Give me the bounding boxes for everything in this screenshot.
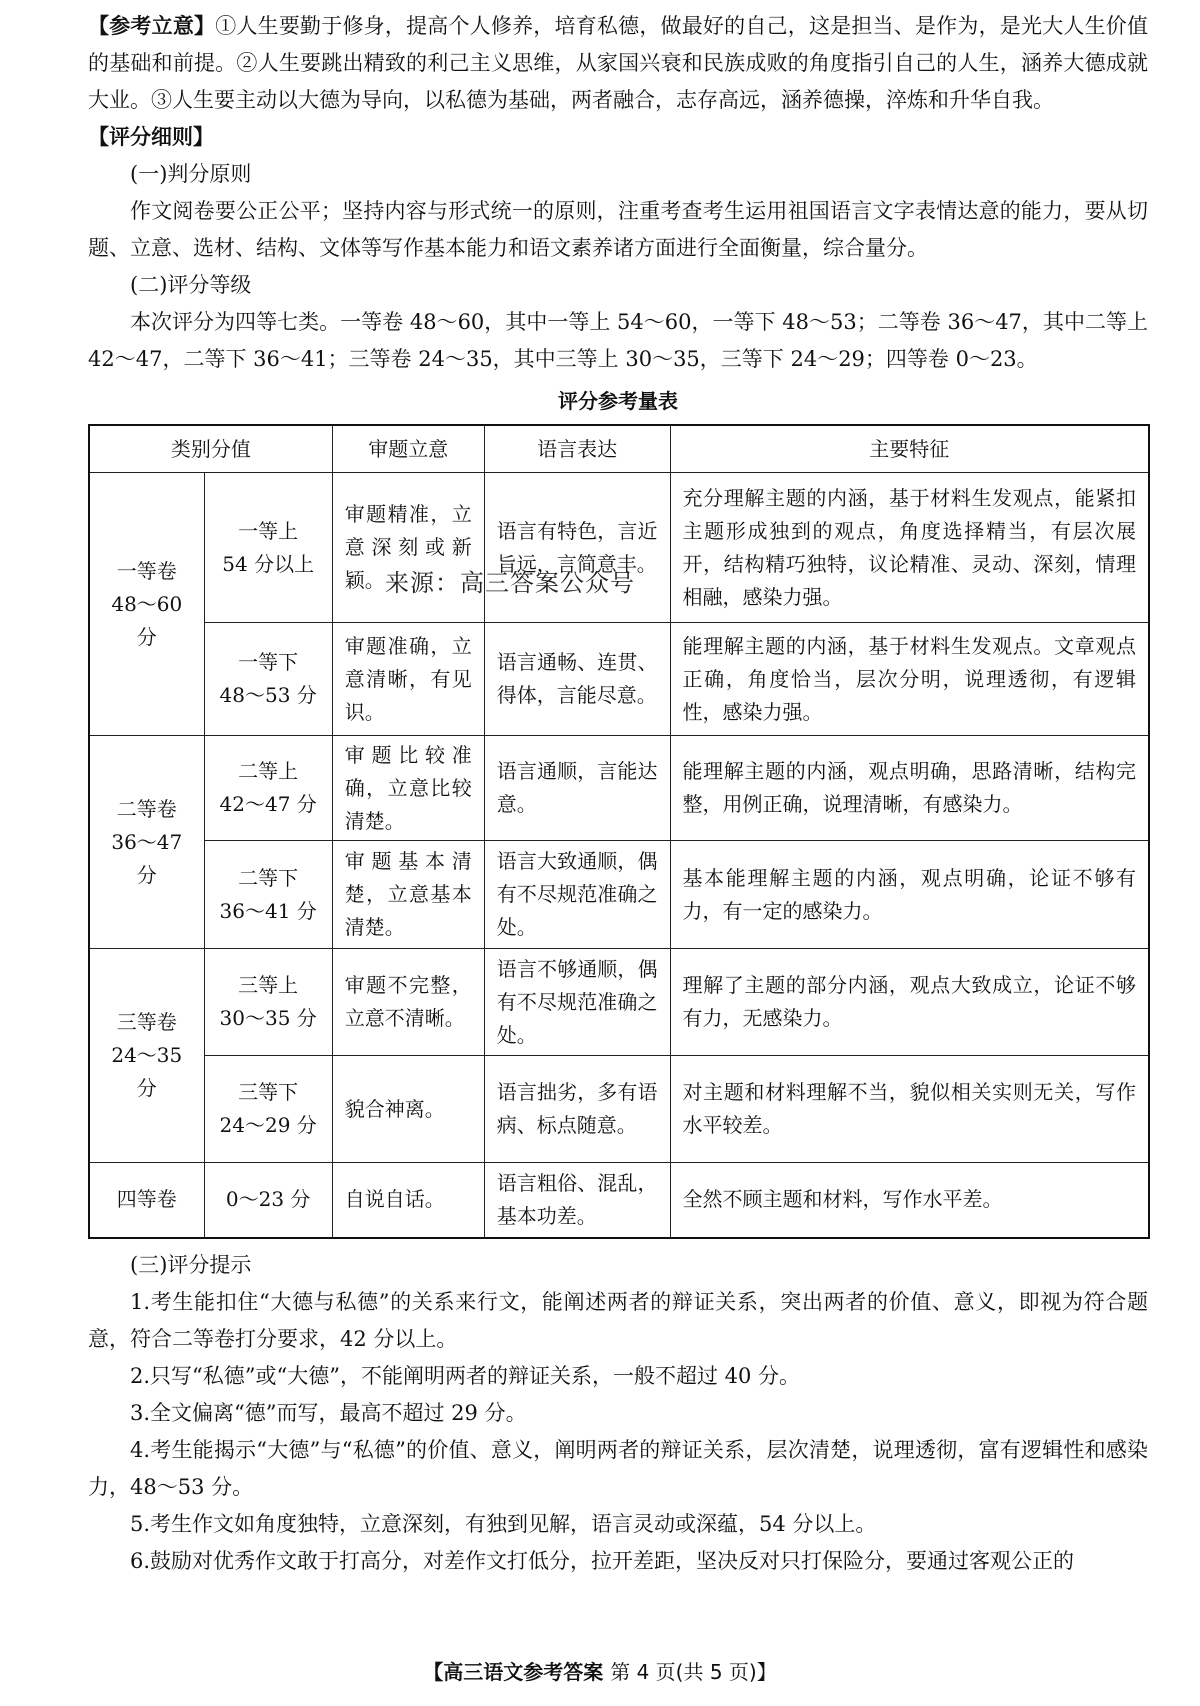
topic-cell: 审题不完整，立意不清晰。 bbox=[332, 949, 484, 1056]
topic-cell: 审题准确，立意清晰，有见识。 bbox=[332, 623, 484, 736]
language-cell: 语言不够通顺，偶有不尽规范准确之处。 bbox=[484, 949, 670, 1056]
topic-cell: 貌合神离。 bbox=[332, 1056, 484, 1163]
topic-cell: 审题精准，立意深刻或新颖。 bbox=[332, 473, 484, 623]
watermark-text: 来源：高三答案公众号 bbox=[385, 569, 635, 597]
features-cell: 充分理解主题的内涵，基于材料生发观点，能紧扣主题形成独到的观点，角度选择精当，有层次展开，结构精巧独特，议论精准、灵动、深刻，情理相融，感染力强。 bbox=[670, 473, 1149, 623]
tips-heading: (三)评分提示 bbox=[130, 1252, 252, 1277]
tip-item: 1.考生能扣住“大德与私德”的关系来行文，能阐述两者的辩证关系，突出两者的价值、意义，即视为符合题意，符合二等卷打分要求，42 分以上。 bbox=[88, 1289, 1148, 1351]
language-cell: 语言通畅、连贯、得体，言能尽意。 bbox=[484, 623, 670, 736]
topic-cell: 自说自话。 bbox=[332, 1163, 484, 1238]
footer-page-number: 第 4 页(共 5 页)】 bbox=[610, 1660, 777, 1684]
levels-heading: (二)评分等级 bbox=[130, 273, 252, 297]
sub-level: 一等上 54 分以上 bbox=[204, 473, 332, 623]
table-row bbox=[89, 736, 1149, 841]
tip-item: 5.考生作文如角度独特，立意深刻，有独到见解，语言灵动或深蕴，54 分以上。 bbox=[130, 1511, 877, 1536]
language-cell: 语言有特色，言近旨远，言简意丰。 bbox=[484, 473, 670, 623]
document-page bbox=[88, 8, 1148, 1580]
header-topic: 审题立意 bbox=[332, 425, 484, 473]
language-cell: 语言拙劣，多有语病、标点随意。 bbox=[484, 1056, 670, 1163]
tip-item: 4.考生能揭示“大德”与“私德”的价值、意义，阐明两者的辩证关系，层次清楚，说理透彻，富有逻辑性和感染力，48～53 分。 bbox=[88, 1437, 1148, 1499]
features-cell: 对主题和材料理解不当，貌似相关实则无关，写作水平较差。 bbox=[670, 1056, 1149, 1163]
header-category: 类别分值 bbox=[89, 425, 332, 473]
features-cell: 基本能理解主题的内涵，观点明确，论证不够有力，有一定的感染力。 bbox=[670, 841, 1149, 949]
sub-level: 0～23 分 bbox=[204, 1163, 332, 1238]
table-row bbox=[89, 1056, 1149, 1163]
intent-label: 【参考立意】 bbox=[88, 14, 216, 38]
group-label: 四等卷 bbox=[89, 1163, 204, 1238]
group-label: 一等卷 48～60 分 bbox=[89, 473, 204, 736]
features-cell: 全然不顾主题和材料，写作水平差。 bbox=[670, 1163, 1149, 1238]
rules-heading: 【评分细则】 bbox=[88, 125, 214, 149]
principle-text: 作文阅卷要公正公平；坚持内容与形式统一的原则，注重考查考生运用祖国语言文字表情达意的能力，要从切题、立意、选材、结构、文体等写作基本能力和语文素养诸方面进行全面衡量，综合量分。 bbox=[88, 199, 1148, 260]
language-cell: 语言大致通顺，偶有不尽规范准确之处。 bbox=[484, 841, 670, 949]
features-cell: 能理解主题的内涵，基于材料生发观点。文章观点正确，角度恰当，层次分明，说理透彻，有逻辑性，感染力强。 bbox=[670, 623, 1149, 736]
table-header-row bbox=[89, 425, 1149, 473]
header-features: 主要特征 bbox=[670, 425, 1149, 473]
table-row bbox=[89, 1163, 1149, 1238]
grading-table bbox=[88, 424, 1150, 1239]
language-cell: 语言通顺，言能达意。 bbox=[484, 736, 670, 841]
topic-cell: 审题基本清楚，立意基本清楚。 bbox=[332, 841, 484, 949]
table-row bbox=[89, 473, 1149, 623]
table-row bbox=[89, 623, 1149, 736]
sub-level: 三等上 30～35 分 bbox=[204, 949, 332, 1056]
table-row bbox=[89, 841, 1149, 949]
features-cell: 能理解主题的内涵，观点明确，思路清晰，结构完整，用例正确，说理清晰，有感染力。 bbox=[670, 736, 1149, 841]
topic-cell: 审题比较准确，立意比较清楚。 bbox=[332, 736, 484, 841]
page-footer bbox=[0, 1656, 1200, 1685]
tip-item: 6.鼓励对优秀作文敢于打高分，对差作文打低分，拉开差距，坚决反对只打保险分，要通过客观公正的 bbox=[130, 1548, 1075, 1573]
tip-item: 2.只写“私德”或“大德”，不能阐明两者的辩证关系，一般不超过 40 分。 bbox=[130, 1363, 801, 1388]
reference-intent bbox=[88, 8, 1148, 119]
language-cell: 语言粗俗、混乱，基本功差。 bbox=[484, 1163, 670, 1238]
group-label: 三等卷 24～35 分 bbox=[89, 949, 204, 1163]
levels-text: 本次评分为四等七类。一等卷 48～60，其中一等上 54～60，一等下 48～53；二等卷 36～47，其中二等上 42～47，二等下 36～41；三等卷 24～35，其中三等上 30～35，三等下 24～29；四等卷 0～23。 bbox=[88, 310, 1148, 371]
table-row bbox=[89, 949, 1149, 1056]
sub-level: 一等下 48～53 分 bbox=[204, 623, 332, 736]
table-title: 评分参考量表 bbox=[558, 389, 678, 413]
features-cell: 理解了主题的部分内涵，观点大致成立，论证不够有力，无感染力。 bbox=[670, 949, 1149, 1056]
header-language: 语言表达 bbox=[484, 425, 670, 473]
group-label: 二等卷 36～47 分 bbox=[89, 736, 204, 949]
tip-item: 3.全文偏离“德”而写，最高不超过 29 分。 bbox=[130, 1400, 527, 1425]
sub-level: 二等上 42～47 分 bbox=[204, 736, 332, 841]
principle-heading: (一)判分原则 bbox=[130, 162, 252, 186]
sub-level: 三等下 24～29 分 bbox=[204, 1056, 332, 1163]
intent-text: ①人生要勤于修身，提高个人修养，培育私德，做最好的自己，这是担当、是作为，是光大人生价值的基础和前提。②人生要跳出精致的利己主义思维，从家国兴衰和民族成败的角度指引自己的人生，涵养大德成就大业。③人生要主动以大德为导向，以私德为基础，两者融合，志存高远，涵养德操，淬炼和升华自我。 bbox=[88, 14, 1149, 112]
sub-level: 二等下 36～41 分 bbox=[204, 841, 332, 949]
footer-title: 【高三语文参考答案 bbox=[423, 1660, 604, 1684]
